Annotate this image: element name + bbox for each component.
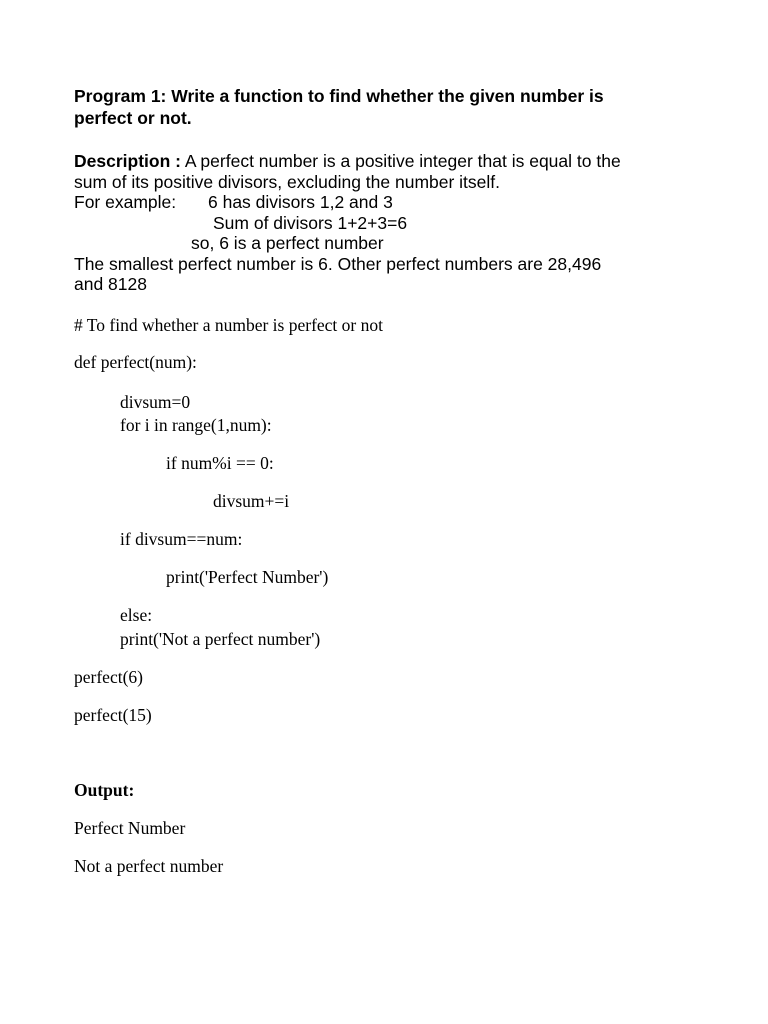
program-title-line-1: Program 1: Write a function to find whether the given number is xyxy=(74,86,604,106)
code-def-line: def perfect(num): xyxy=(74,352,197,372)
code-call-15: perfect(15) xyxy=(74,705,152,725)
smallest-perfect-line-cont: and 8128 xyxy=(74,274,147,294)
code-divsum-init: divsum=0 xyxy=(120,392,191,412)
example-line-1: 6 has divisors 1,2 and 3 xyxy=(208,192,393,212)
code-print-perfect: print('Perfect Number') xyxy=(166,567,329,587)
code-if-mod: if num%i == 0: xyxy=(166,453,274,473)
output-label: Output: xyxy=(74,780,135,800)
code-divsum-add: divsum+=i xyxy=(213,491,290,511)
description-text-1: A perfect number is a positive integer that is equal to the xyxy=(180,151,621,171)
smallest-perfect-line: The smallest perfect number is 6. Other perfect numbers are 28,496 xyxy=(74,254,602,274)
program-title-line-2: perfect or not. xyxy=(74,108,192,128)
code-print-not: print('Not a perfect number') xyxy=(120,629,321,649)
code-else-line: else: xyxy=(120,605,153,625)
example-line-2: Sum of divisors 1+2+3=6 xyxy=(213,213,408,233)
code-if-equal: if divsum==num: xyxy=(120,529,243,549)
code-call-6: perfect(6) xyxy=(74,667,143,687)
code-for-line: for i in range(1,num): xyxy=(120,415,272,435)
description-label: Description : xyxy=(74,151,181,171)
example-line-3: so, 6 is a perfect number xyxy=(191,233,384,253)
output-line-2: Not a perfect number xyxy=(74,856,224,876)
example-label: For example: xyxy=(74,192,177,212)
description-line-2: sum of its positive divisors, excluding the number itself. xyxy=(74,172,501,192)
code-comment: # To find whether a number is perfect or not xyxy=(74,315,383,335)
output-line-1: Perfect Number xyxy=(74,818,186,838)
description-line-1 xyxy=(74,151,621,171)
